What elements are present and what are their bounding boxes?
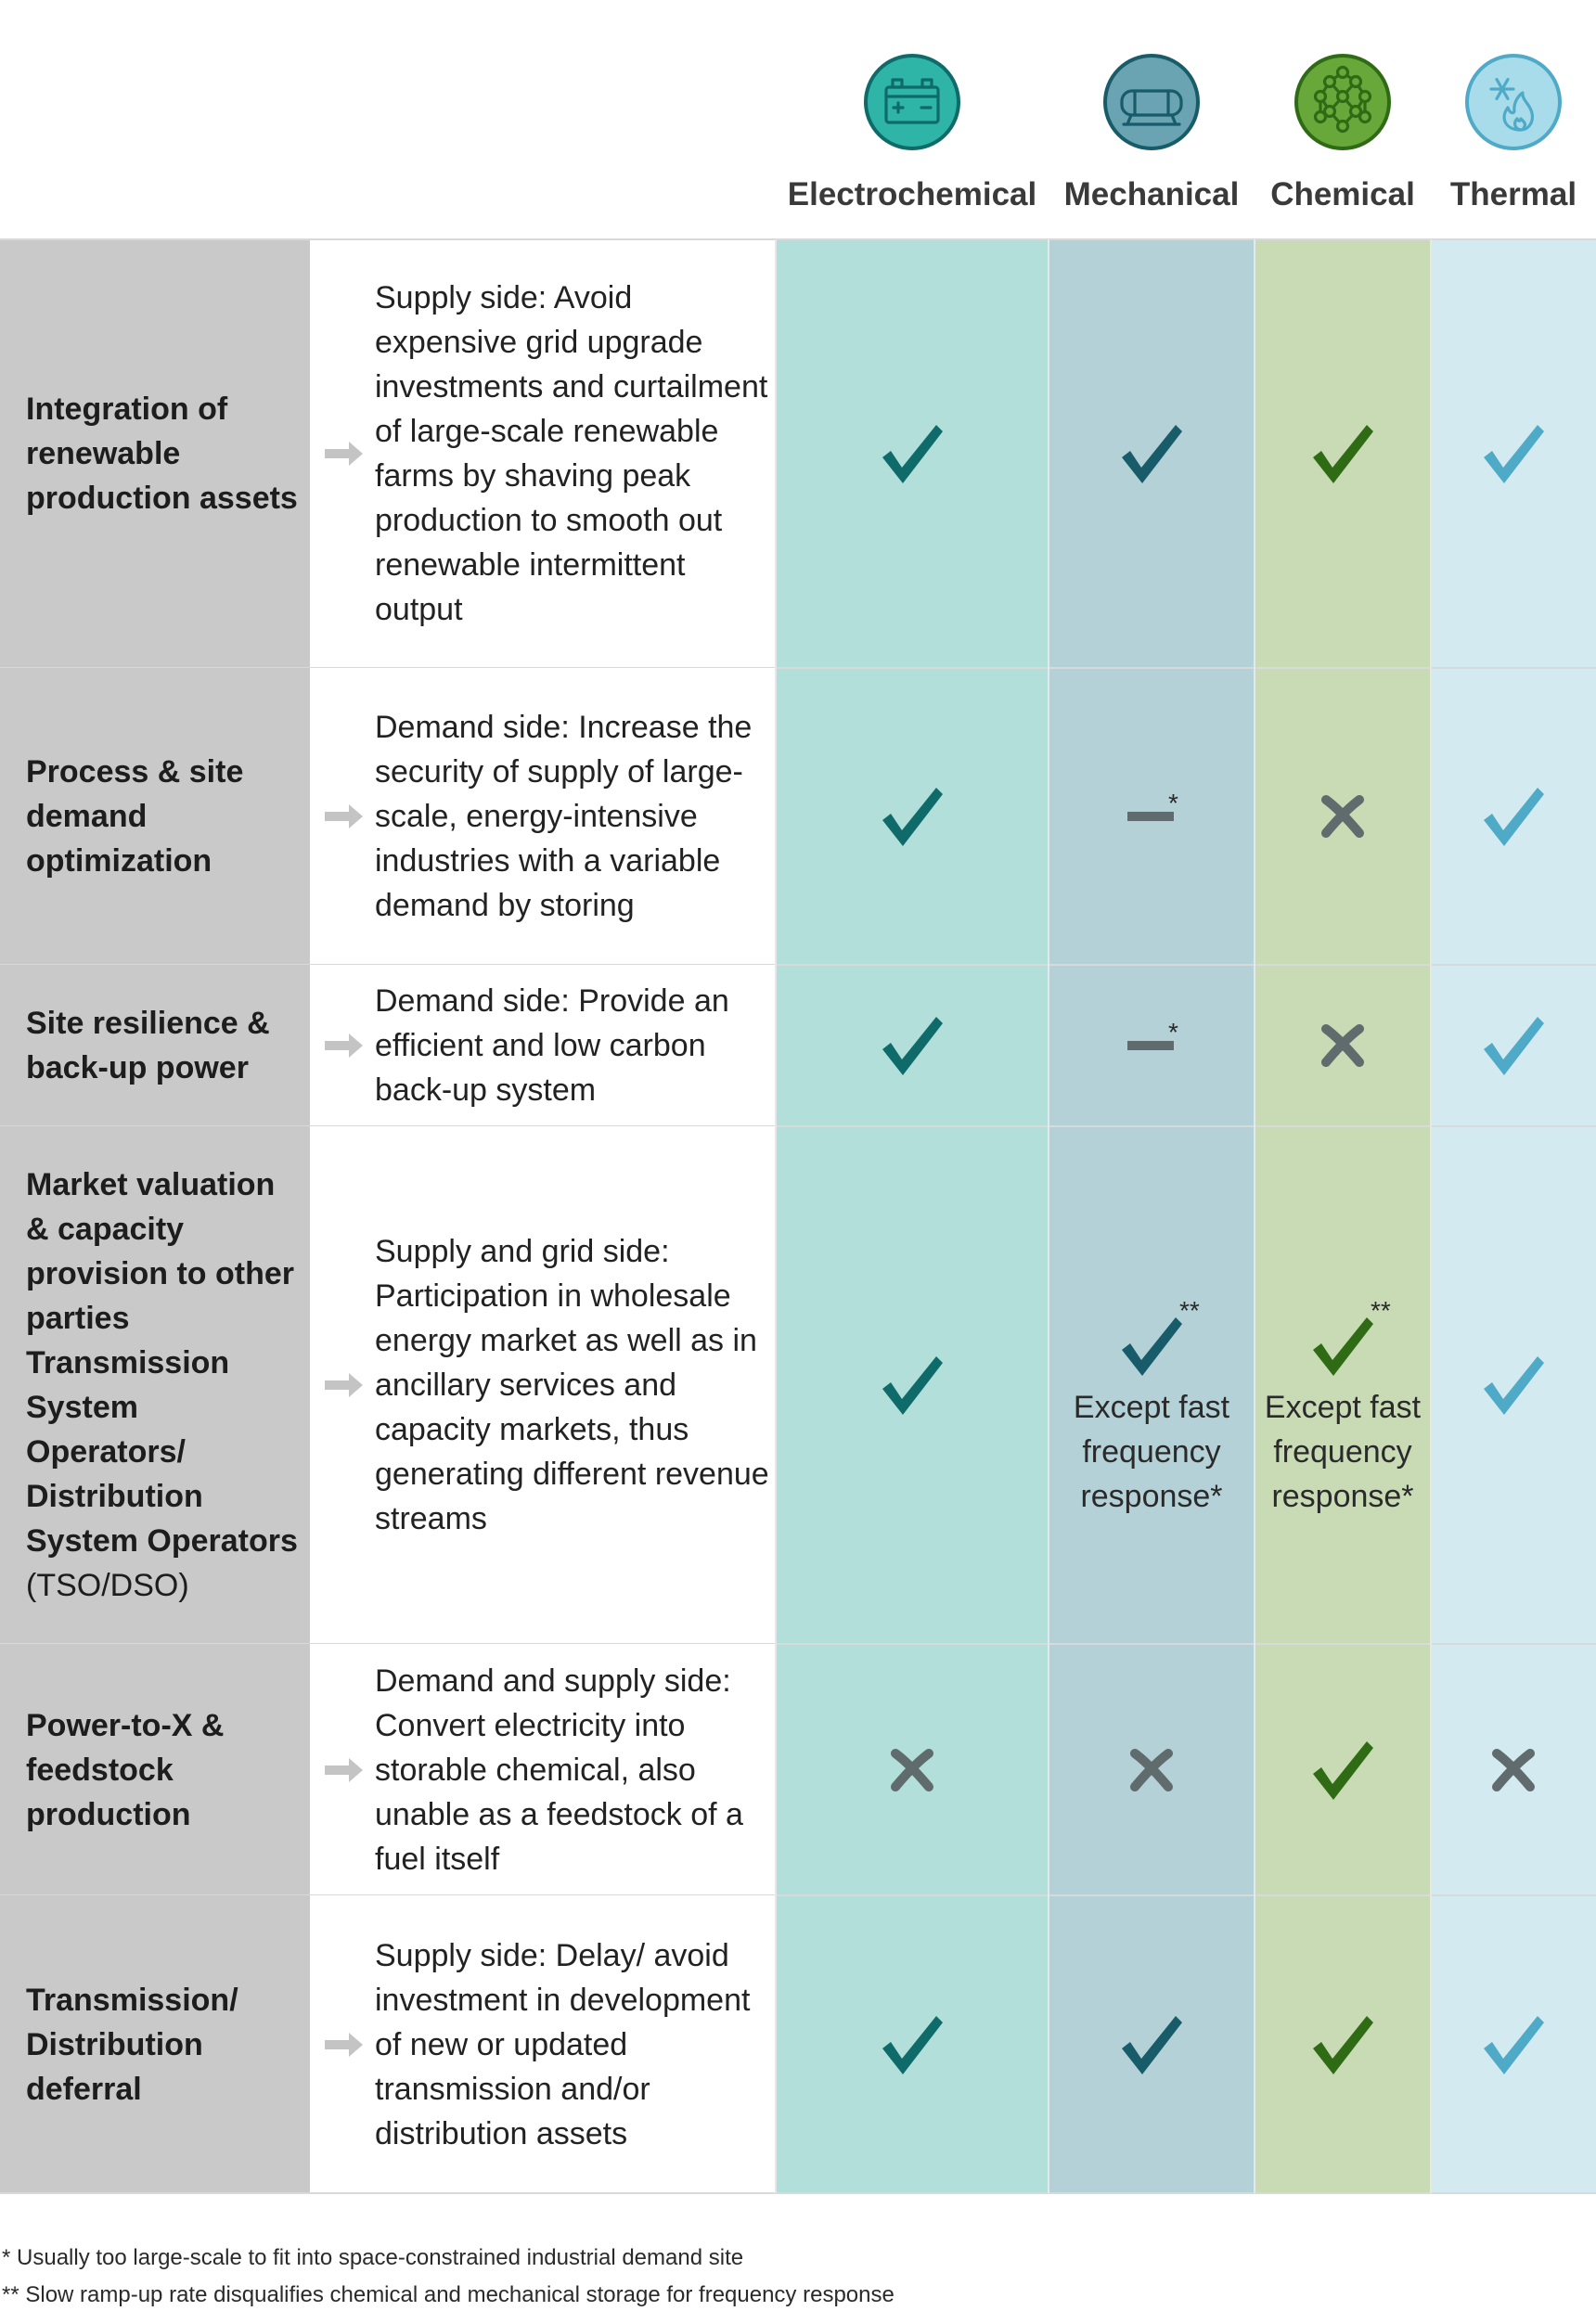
arrow-right-icon [325,2031,364,2059]
arrow-right-icon [325,1756,364,1784]
checkmark-icon [875,2008,949,2082]
row-divider [0,2192,1596,2194]
footnote-star: ** [1179,1296,1200,1325]
row-label [0,965,310,1126]
checkmark-icon [1114,417,1189,491]
checkmark-icon [875,1008,949,1083]
column-header-mechanical: Mechanical [1063,176,1240,212]
row-description-cell [310,239,776,668]
row-label-plain: (TSO/DSO) [26,1568,189,1603]
column-header-chemical: Chemical [1270,176,1415,212]
column-background-chemical [1255,239,1431,2193]
row-label [0,668,310,965]
row-label [0,1126,310,1644]
cross-icon [1476,1733,1551,1807]
row-description-cell [310,1126,776,1644]
row-description-cell [310,1644,776,1895]
row-label-bold: Site resilience & back-up power [26,1006,270,1085]
row-label-text [26,1162,301,1608]
row-description: Supply side: Avoid expensive grid upgrade investments and curtailment of large-scale renewable farms by shaving peak production to smooth out renewable intermittent output [375,280,768,627]
row-label-bold: Transmission/ Distribution deferral [26,1982,238,2107]
column-note: Except fast frequency response* [1264,1390,1422,1514]
checkmark-icon [875,1348,949,1422]
cross-icon [875,1733,949,1807]
molecule-icon [1293,52,1393,152]
footnote: * Usually too large-scale to fit into space-constrained industrial demand site [2,2245,744,2270]
checkmark-icon [1476,779,1551,854]
checkmark-icon [875,417,949,491]
battery-icon [862,52,962,152]
arrow-right-icon [325,1371,364,1399]
row-description-cell [310,965,776,1126]
row-label-bold: Process & site demand optimization [26,754,244,879]
row-label-text [26,1703,301,1837]
footnote-star: ** [1371,1296,1391,1325]
cross-icon [1306,1008,1380,1083]
row-label [0,239,310,668]
column-divider [775,239,777,2193]
checkmark-icon [875,779,949,854]
checkmark-icon [1306,1309,1380,1383]
row-label-bold: Power-to-X & feedstock production [26,1707,225,1832]
footnote: ** Slow ramp-up rate disqualifies chemical and mechanical storage for frequency response [2,2282,895,2307]
column-background-electrochemical [776,239,1049,2193]
row-description: Demand side: Provide an efficient and low carbon back-up system [375,983,729,1108]
column-background-thermal [1431,239,1596,2193]
row-description: Demand and supply side: Convert electricity into storable chemical, also unable as a feedstock of a fuel itself [375,1663,743,1877]
checkmark-icon [1476,1348,1551,1422]
column-divider [1048,239,1049,2193]
checkmark-icon [1306,1733,1380,1807]
checkmark-icon [1476,1008,1551,1083]
row-label [0,1895,310,2193]
footnote-star: * [1168,1018,1178,1046]
row-label-text [26,750,301,883]
row-description: Demand side: Increase the security of supply of large-scale, energy-intensive industries with a variable demand by storing [375,710,753,923]
row-label [0,1644,310,1895]
column-divider [1254,239,1255,2193]
checkmark-icon [1476,417,1551,491]
column-header-thermal: Thermal [1449,176,1577,212]
checkmark-icon [1306,417,1380,491]
snow-flame-icon [1463,52,1564,152]
arrow-right-icon [325,802,364,830]
checkmark-icon [1114,2008,1189,2082]
table-top-border [0,238,1596,240]
column-header-electrochemical: Electrochemical [787,176,1037,212]
footnote-star: * [1168,789,1178,817]
checkmark-icon [1476,2008,1551,2082]
arrow-right-icon [325,440,364,468]
tank-icon [1101,52,1202,152]
column-background-mechanical [1049,239,1255,2193]
column-divider [1430,239,1432,2193]
row-description-cell [310,668,776,965]
row-label-bold: Integration of renewable production assets [26,392,298,516]
row-description: Supply and grid side: Participation in wholesale energy market as well as in ancillary services and capacity markets, thus generating different revenue streams [375,1234,769,1536]
row-description: Supply side: Delay/ avoid investment in development of new or updated transmission and/or distribution assets [375,1937,751,2151]
row-label-text [26,387,301,520]
row-label-bold: Market valuation & capacity provision to other parties Transmission System Operators/ Distribution System Operators [26,1167,298,1559]
arrow-right-icon [325,1032,364,1059]
cross-icon [1114,1733,1189,1807]
row-label-text [26,1001,301,1090]
checkmark-icon [1114,1309,1189,1383]
checkmark-icon [1306,2008,1380,2082]
cross-icon [1306,779,1380,854]
column-note: Except fast frequency response* [1073,1390,1230,1514]
row-description-cell [310,1895,776,2193]
row-label-text [26,1978,301,2112]
